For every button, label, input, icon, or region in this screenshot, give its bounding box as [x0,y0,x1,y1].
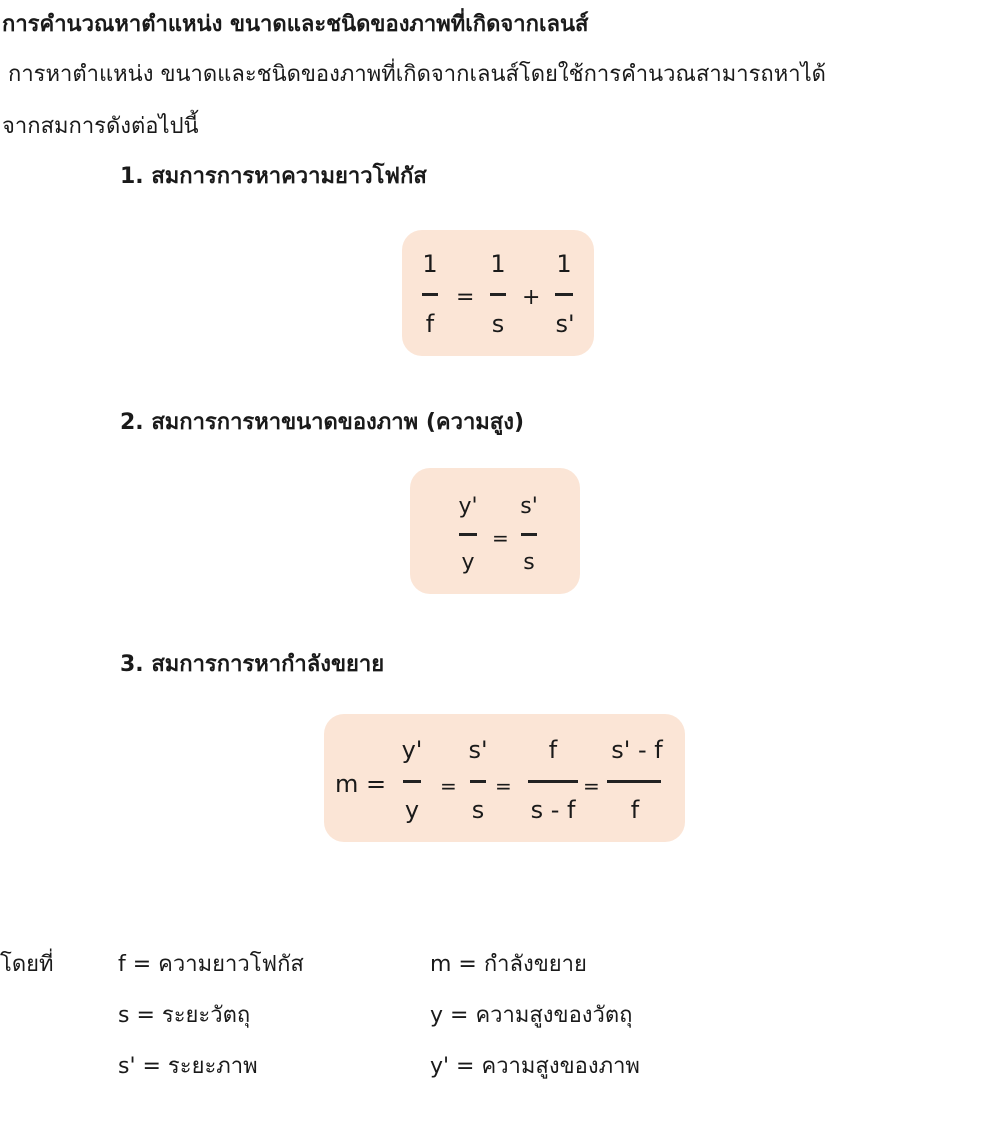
numerator: s' [520,494,538,519]
legend-item: m = กำลังขยาย [430,952,587,977]
fraction-bar [422,293,438,296]
legend-item: y = ความสูงของวัตถุ [430,1003,633,1028]
denominator: y [461,550,475,575]
fraction-bar [403,780,421,783]
numerator: 1 [422,250,438,278]
plus-sign: + [522,285,541,310]
denominator: s - f [530,796,576,824]
legend-item: s = ระยะวัตถุ [118,1003,251,1028]
section-heading-focal-length: 1. สมการการหาความยาวโฟกัส [120,164,427,189]
fraction-bar [521,533,537,536]
denominator: f [630,796,640,824]
numerator: y' [401,736,423,764]
equals-sign: = [495,774,512,798]
fraction-bar [555,293,573,296]
legend-label: โดยที่ [0,952,54,977]
numerator: 1 [556,250,572,278]
denominator: s [523,550,535,575]
page-title: การคำนวณหาตำแหน่ง ขนาดและชนิดของภาพที่เกิดจากเลนส์ [2,12,589,37]
fraction-bar [470,780,486,783]
equals-sign: = [492,526,509,550]
denominator: s [491,310,505,338]
equals-sign: = [456,285,475,310]
fraction-bar [459,533,477,536]
denominator: s' [555,310,575,338]
numerator: s' - f [611,736,663,764]
equation-box-focal-length [402,230,594,356]
numerator: f [548,736,558,764]
numerator: y' [458,494,478,519]
fraction-bar [528,780,578,783]
equals-sign: = [440,774,457,798]
numerator: 1 [490,250,506,278]
equals-sign: = [583,774,600,798]
intro-text-line-2: จากสมการดังต่อไปนี้ [2,114,199,139]
lhs-m-equals: m = [335,770,387,798]
equation-box-magnification [324,714,685,842]
denominator: s [471,796,485,824]
intro-text-line-1: การหาตำแหน่ง ขนาดและชนิดของภาพที่เกิดจากเลนส์โดยใช้การคำนวณสามารถหาได้ [8,62,826,87]
denominator: y [404,796,420,824]
legend-item: f = ความยาวโฟกัส [118,952,304,977]
legend-item: s' = ระยะภาพ [118,1054,258,1079]
legend-item: y' = ความสูงของภาพ [430,1054,640,1079]
section-heading-image-size: 2. สมการการหาขนาดของภาพ (ความสูง) [120,410,525,435]
section-heading-magnification: 3. สมการการหากำลังขยาย [120,652,385,677]
fraction-bar [490,293,506,296]
numerator: s' [468,736,488,764]
denominator: f [425,310,435,338]
fraction-bar [607,780,661,783]
equation-box-image-size [410,468,580,594]
